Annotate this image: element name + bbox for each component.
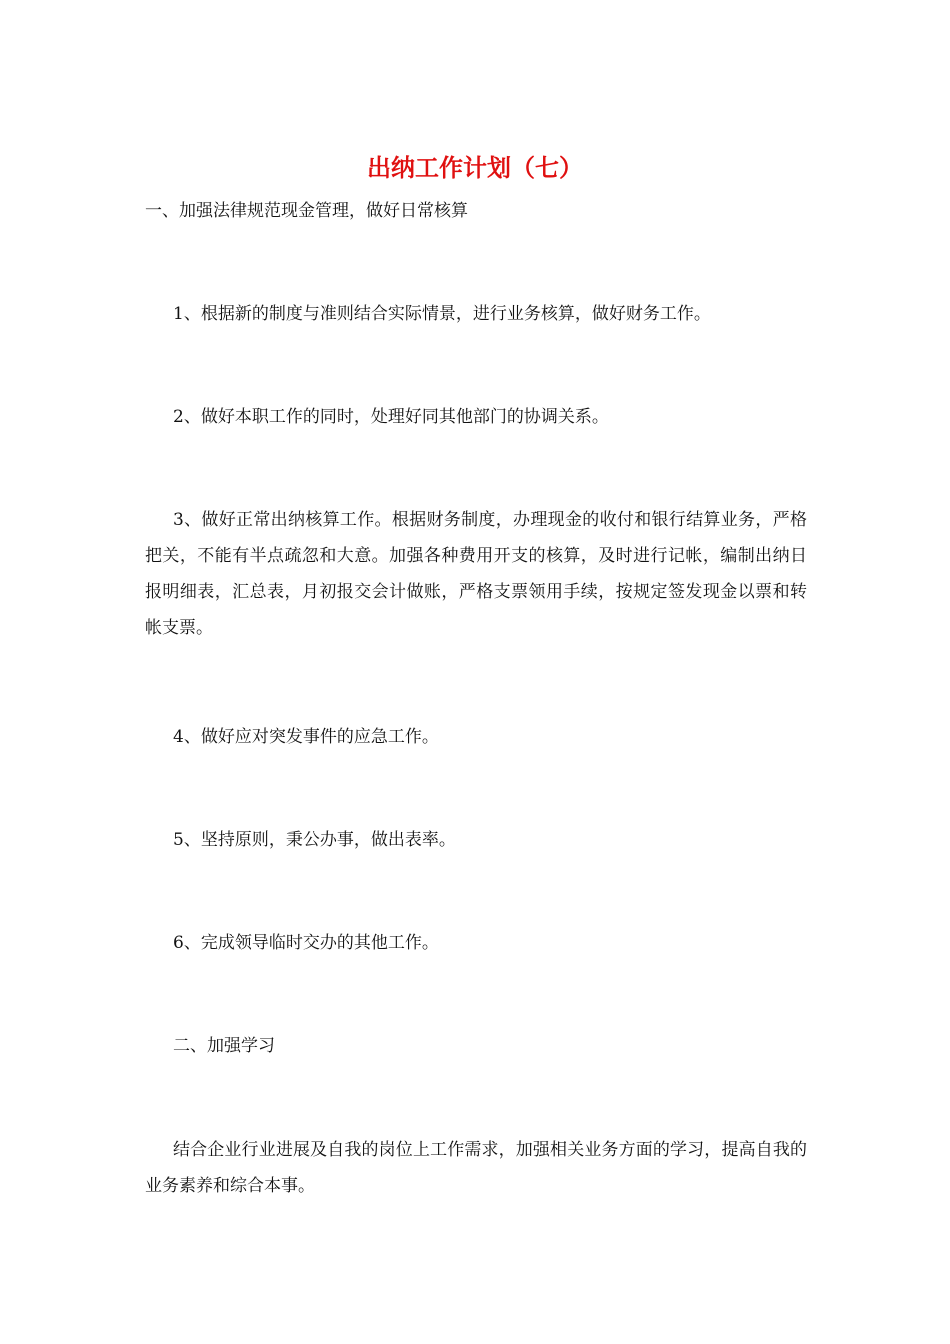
section-2-body: 结合企业行业进展及自我的岗位上工作需求，加强相关业务方面的学习，提高自我的业务素养和综合本事。 (145, 1140, 807, 1196)
list-item-1: 1、根据新的制度与准则结合实际情景，进行业务核算，做好财务工作。 (173, 304, 711, 324)
section-heading-1: 一、加强法律规范现金管理，做好日常核算 (145, 201, 468, 221)
list-item-4: 4、做好应对突发事件的应急工作。 (173, 727, 439, 747)
list-item-2: 2、做好本职工作的同时，处理好同其他部门的协调关系。 (173, 407, 609, 427)
list-item-5: 5、坚持原则，秉公办事，做出表率。 (173, 830, 456, 850)
list-item-6: 6、完成领导临时交办的其他工作。 (173, 933, 439, 953)
list-item-3: 3、做好正常出纳核算工作。根据财务制度，办理现金的收付和银行结算业务，严格把关，不能有半点疏忽和大意。加强各种费用开支的核算，及时进行记帐，编制出纳日报明细表，汇总表，月初报交会计做账，严格支票领用手续，按规定签发现金以票和转帐支票。 (145, 510, 807, 638)
document-title: 出纳工作计划（七） (367, 153, 583, 182)
section-heading-2: 二、加强学习 (173, 1036, 275, 1056)
